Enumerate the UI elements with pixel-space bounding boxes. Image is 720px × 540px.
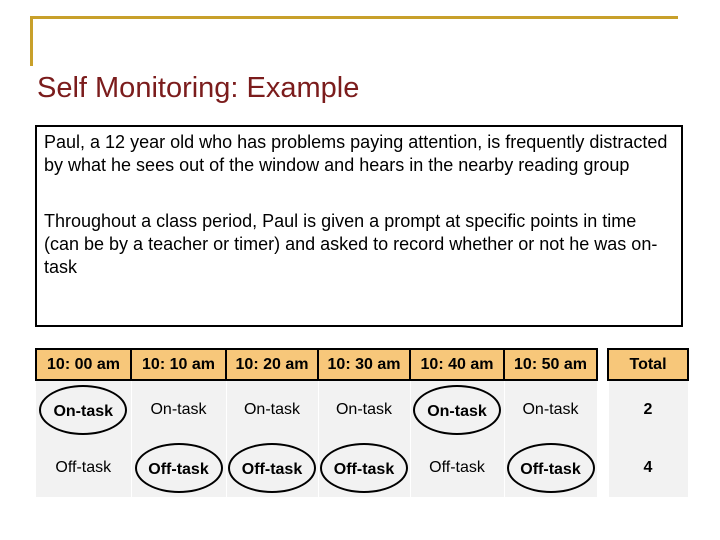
table-cell: On-task — [504, 380, 597, 439]
gold-accent-line-left — [30, 16, 33, 66]
circled-response: On-task — [413, 385, 501, 435]
row-total: 4 — [608, 439, 688, 497]
circled-response: On-task — [39, 385, 127, 435]
header-gap — [597, 349, 608, 380]
table-cell — [504, 439, 597, 497]
table-header-row — [36, 349, 688, 380]
table-row-on-task — [36, 380, 688, 439]
description-paragraph-2: Throughout a class period, Paul is given a prompt at specific points in time (can be by a teacher or timer) and asked to record whether or not he was on-task — [44, 211, 658, 277]
row-total: 2 — [608, 380, 688, 439]
description-box — [35, 125, 683, 327]
table-cell: On-task — [131, 380, 226, 439]
circled-response: Off-task — [507, 443, 595, 493]
row-gap — [597, 439, 608, 497]
table-cell — [131, 439, 226, 497]
table-cell — [226, 439, 318, 497]
self-monitoring-table — [35, 348, 689, 497]
slide-title: Self Monitoring: Example — [37, 72, 360, 104]
table-cell: On-task — [318, 380, 410, 439]
description-paragraph-1: Paul, a 12 year old who has problems paying attention, is frequently distracted by what he sees out of the window and hears in the nearby reading group — [44, 132, 668, 175]
time-header: 10: 30 am — [318, 349, 410, 380]
time-header: 10: 20 am — [226, 349, 318, 380]
table-cell — [36, 380, 131, 439]
time-header: 10: 50 am — [504, 349, 597, 380]
table-cell — [410, 380, 504, 439]
gold-accent-line-top — [30, 16, 678, 19]
time-header: 10: 00 am — [36, 349, 131, 380]
circled-response: Off-task — [320, 443, 408, 493]
time-header: 10: 40 am — [410, 349, 504, 380]
row-gap — [597, 380, 608, 439]
circled-response: Off-task — [135, 443, 223, 493]
table-cell — [318, 439, 410, 497]
time-header: 10: 10 am — [131, 349, 226, 380]
circled-response: Off-task — [228, 443, 316, 493]
total-header: Total — [608, 349, 688, 380]
table-cell: On-task — [226, 380, 318, 439]
table-cell: Off-task — [36, 439, 131, 497]
table-row-off-task — [36, 439, 688, 497]
table-cell: Off-task — [410, 439, 504, 497]
